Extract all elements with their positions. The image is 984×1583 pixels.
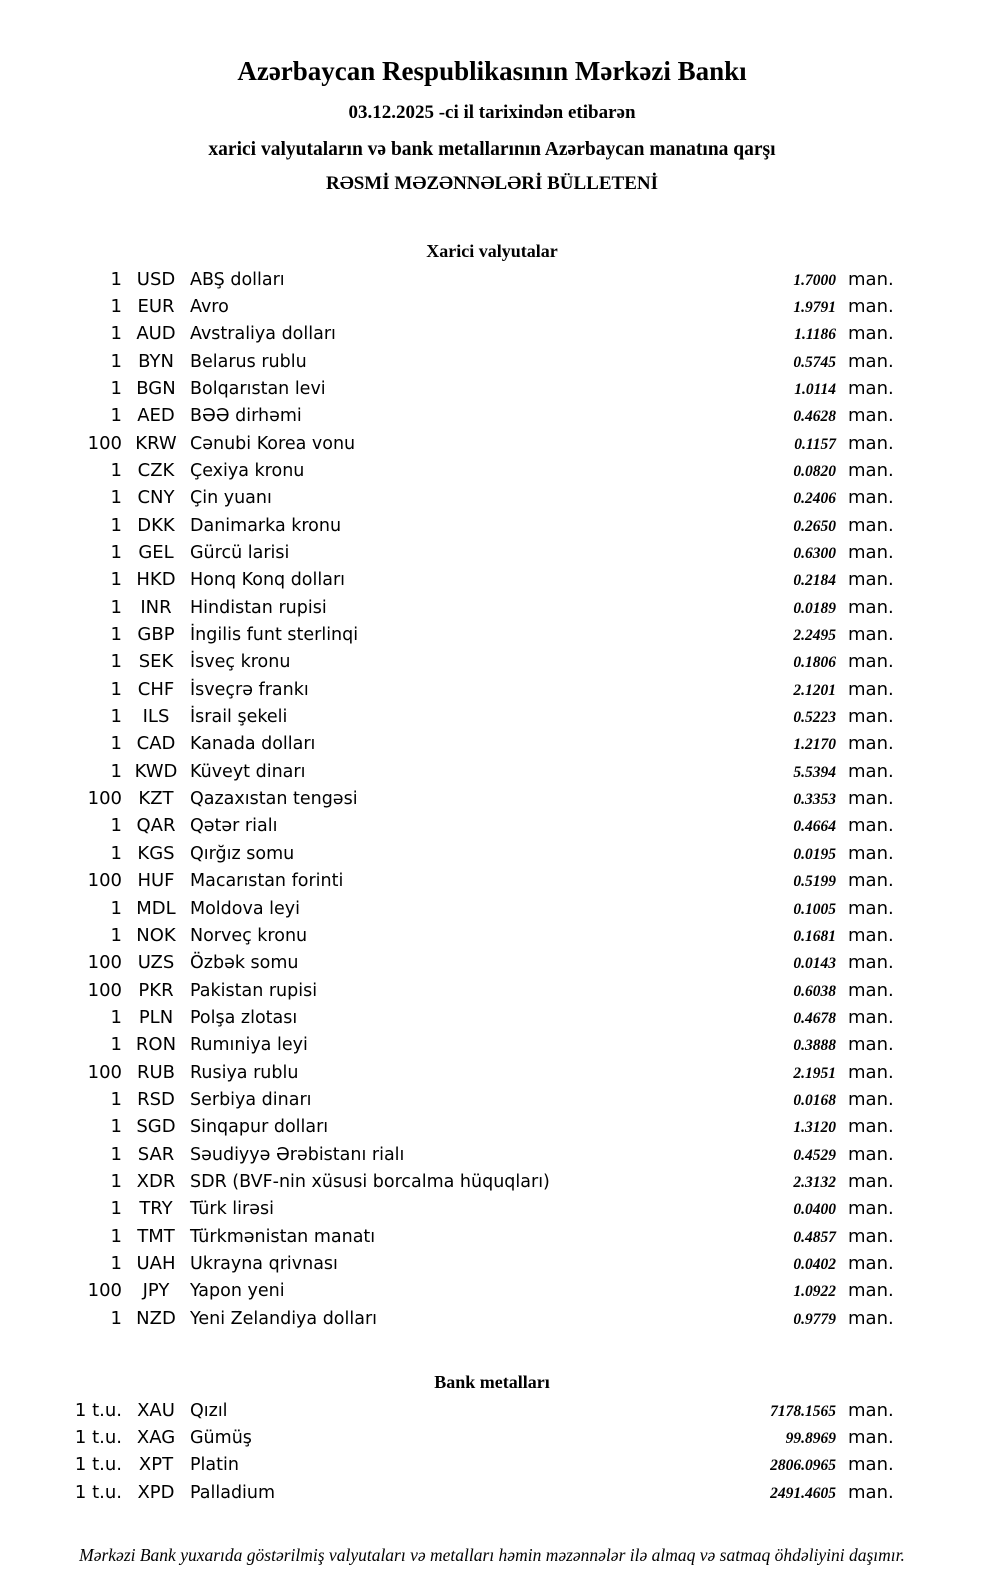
effective-date-line: 03.12.2025 -ci il tarixindən etibarən (348, 101, 636, 123)
currency-name-cell: SDR (BVF-nin xüsusi borcalma hüquqları) (190, 1171, 550, 1192)
rate-value-cell: 0.2650 (793, 517, 836, 535)
currency-code-cell: INR (140, 596, 172, 618)
quantity-cell: 1 (110, 760, 122, 782)
unit-label-cell: man. (848, 897, 894, 919)
unit-label-cell: man. (848, 1252, 894, 1274)
currency-code-cell: ILS (142, 706, 170, 728)
unit-label-cell: man. (848, 1198, 894, 1220)
rate-value-cell: 0.0820 (793, 463, 836, 480)
bank-metals-section (0, 1372, 984, 1509)
unit-label-cell: man. (848, 760, 894, 782)
currency-code-cell: AUD (136, 323, 176, 345)
rate-value-cell: 1.0922 (793, 1283, 836, 1301)
currency-name-cell: Qətər rialı (190, 816, 278, 837)
rate-row (0, 925, 984, 952)
currency-code-cell: UZS (137, 952, 175, 974)
currency-name-cell: Honq Konq dolları (190, 570, 346, 591)
bulletin-subtitle: xarici valyutaların və bank metallarının Azərbaycan manatına qarşı (208, 138, 776, 160)
currencies-section-title: Xarici valyutalar (426, 240, 558, 261)
unit-label-cell: man. (848, 432, 894, 454)
unit-label-cell: man. (848, 842, 894, 864)
rate-value-cell: 1.3120 (793, 1119, 836, 1137)
quantity-cell: 1 (110, 569, 122, 591)
currency-code-cell: JPY (142, 1280, 170, 1302)
currency-code-cell: CNY (137, 487, 175, 509)
rate-value-cell: 0.1681 (793, 927, 836, 945)
disclaimer-note: Mərkəzi Bank yuxarıda göstərilmiş valyutaları və metalları həmin məzənnələr ilə almaq və satmaq öhdəliyini daşımır. (79, 1545, 905, 1566)
unit-label-cell: man. (848, 1427, 894, 1449)
unit-label-cell: man. (848, 1116, 894, 1138)
rate-row (0, 1171, 984, 1198)
quantity-cell: 1 (110, 295, 122, 317)
rate-value-cell: 0.2184 (793, 572, 836, 590)
rate-value-cell: 0.3353 (793, 791, 836, 809)
currency-name-cell: Rumıniya leyi (190, 1035, 308, 1056)
currency-code-cell: RON (135, 1034, 177, 1056)
rate-row (0, 651, 984, 678)
metals-section-title: Bank metalları (434, 1372, 550, 1392)
unit-label-cell: man. (848, 323, 894, 345)
currency-name-cell: Qızıl (190, 1400, 228, 1421)
rate-row (0, 761, 984, 788)
rate-row (0, 269, 984, 296)
unit-label-cell: man. (848, 651, 894, 673)
rate-row (0, 1427, 984, 1454)
currency-code-cell: PLN (138, 1006, 174, 1028)
quantity-cell: 1 t.u. (74, 1481, 122, 1503)
rate-value-cell: 0.5745 (793, 353, 836, 371)
rate-value-cell: 0.6038 (793, 982, 836, 1000)
currency-code-cell: AED (137, 405, 175, 427)
rate-value-cell: 2.1951 (793, 1064, 836, 1082)
rate-row (0, 351, 984, 378)
quantity-cell: 1 (110, 350, 122, 372)
unit-label-cell: man. (848, 1225, 894, 1247)
currency-code-cell: EUR (137, 295, 175, 317)
quantity-cell: 1 (110, 514, 122, 536)
unit-label-cell: man. (848, 569, 894, 591)
quantity-cell: 1 (110, 542, 122, 564)
rate-value-cell: 1.2170 (793, 736, 836, 754)
rate-value-cell: 2.1201 (793, 681, 836, 699)
rate-row (0, 1253, 984, 1280)
quantity-cell: 1 (110, 596, 122, 618)
rate-row (0, 679, 984, 706)
currency-code-cell: XAU (137, 1399, 175, 1421)
rate-value-cell: 5.5394 (793, 763, 836, 781)
rate-row (0, 515, 984, 542)
currency-name-cell: Yeni Zelandiya dolları (190, 1308, 378, 1329)
rate-value-cell: 0.0195 (793, 845, 836, 863)
currency-name-cell: Ukrayna qrivnası (190, 1253, 338, 1274)
rate-value-cell: 0.6300 (793, 545, 836, 563)
rate-value-cell: 0.5223 (793, 709, 836, 727)
quantity-cell: 1 t.u. (74, 1454, 122, 1476)
quantity-cell: 1 (110, 624, 122, 646)
rate-row (0, 980, 984, 1007)
rate-value-cell: 7178.1565 (770, 1402, 836, 1420)
quantity-cell: 100 (87, 432, 122, 454)
currency-name-cell: Çin yuanı (190, 488, 272, 509)
currency-name-cell: Belarus rublu (190, 351, 307, 372)
rate-value-cell: 2.2495 (793, 627, 836, 645)
currency-code-cell: TMT (137, 1225, 175, 1247)
rate-row (0, 624, 984, 651)
rate-value-cell: 0.4857 (793, 1228, 836, 1246)
currency-code-cell: NOK (136, 924, 176, 946)
rate-value-cell: 0.4628 (793, 408, 836, 426)
rate-row (0, 323, 984, 350)
rate-value-cell: 0.0143 (793, 955, 836, 973)
currency-code-cell: CZK (137, 460, 175, 481)
quantity-cell: 100 (87, 1280, 122, 1302)
rate-row (0, 870, 984, 897)
rate-row (0, 405, 984, 432)
rate-row (0, 706, 984, 733)
currency-name-cell: Kanada dolları (190, 734, 316, 755)
unit-label-cell: man. (848, 924, 894, 946)
quantity-cell: 100 (87, 1061, 122, 1083)
unit-label-cell: man. (848, 350, 894, 372)
quantity-cell: 100 (87, 788, 122, 810)
currency-code-cell: QAR (136, 815, 176, 837)
unit-label-cell: man. (848, 542, 894, 564)
unit-label-cell: man. (848, 295, 894, 317)
currencies-rate-table (0, 269, 984, 1335)
quantity-cell: 1 t.u. (74, 1427, 122, 1449)
rate-value-cell: 0.1005 (793, 900, 836, 918)
unit-label-cell: man. (848, 1280, 894, 1302)
quantity-cell: 100 (87, 979, 122, 1001)
unit-label-cell: man. (848, 1170, 894, 1192)
currency-code-cell: CAD (136, 733, 176, 755)
currency-code-cell: GBP (137, 624, 175, 646)
currency-name-cell: Bolqarıstan levi (190, 378, 326, 399)
bulletin-header (0, 0, 984, 195)
unit-label-cell: man. (848, 1481, 894, 1503)
currency-name-cell: Danimarka kronu (190, 515, 342, 536)
unit-label-cell: man. (848, 1006, 894, 1028)
rate-row (0, 1198, 984, 1225)
quantity-cell: 1 (110, 405, 122, 427)
unit-label-cell: man. (848, 706, 894, 728)
currency-name-cell: Sinqapur dolları (190, 1117, 329, 1138)
unit-label-cell: man. (848, 624, 894, 646)
currency-code-cell: KRW (135, 432, 177, 454)
rate-row (0, 952, 984, 979)
unit-label-cell: man. (848, 733, 894, 755)
quantity-cell: 1 (110, 1225, 122, 1247)
rate-value-cell: 2.3132 (793, 1173, 836, 1191)
unit-label-cell: man. (848, 952, 894, 974)
currency-name-cell: Norveç kronu (190, 925, 308, 946)
rate-row (0, 843, 984, 870)
currency-code-cell: PKR (138, 979, 174, 1001)
quantity-cell: 1 (110, 678, 122, 700)
unit-label-cell: man. (848, 1143, 894, 1165)
rate-value-cell: 0.4529 (793, 1146, 836, 1164)
currency-name-cell: Rusiya rublu (190, 1062, 299, 1083)
currency-name-cell: Pakistan rupisi (190, 980, 318, 1001)
currency-name-cell: Platin (190, 1455, 239, 1476)
rate-row (0, 898, 984, 925)
rate-row (0, 1400, 984, 1427)
rate-row (0, 1226, 984, 1253)
quantity-cell: 1 (110, 268, 122, 290)
unit-label-cell: man. (848, 596, 894, 618)
rate-row (0, 569, 984, 596)
rate-row (0, 378, 984, 405)
currency-code-cell: MDL (136, 897, 176, 919)
currency-code-cell: BYN (138, 350, 174, 372)
rate-row (0, 1007, 984, 1034)
rate-value-cell: 0.3888 (793, 1037, 836, 1055)
rate-value-cell: 0.0189 (793, 599, 836, 617)
rate-value-cell: 0.4664 (793, 818, 836, 836)
unit-label-cell: man. (848, 405, 894, 427)
metals-rate-table (0, 1400, 984, 1509)
rate-value-cell: 0.0168 (793, 1091, 836, 1109)
quantity-cell: 1 (110, 1116, 122, 1138)
currency-name-cell: Gürcü larisi (190, 543, 290, 564)
currency-name-cell: Polşa zlotası (190, 1007, 298, 1028)
currency-name-cell: Palladium (190, 1482, 276, 1503)
rate-value-cell: 0.1157 (794, 435, 836, 453)
rate-row (0, 433, 984, 460)
currency-name-cell: Moldova leyi (190, 898, 300, 919)
quantity-cell: 1 (110, 1252, 122, 1274)
currency-name-cell: Cənubi Korea vonu (190, 433, 356, 454)
rate-row (0, 733, 984, 760)
currency-name-cell: Səudiyyə Ərəbistanı rialı (190, 1144, 405, 1165)
rate-row (0, 597, 984, 624)
currency-name-cell: Yapon yeni (190, 1281, 285, 1302)
currency-code-cell: SAR (137, 1143, 175, 1165)
rate-row (0, 1116, 984, 1143)
rate-row (0, 788, 984, 815)
currency-code-cell: USD (136, 268, 176, 290)
currency-name-cell: Qazaxıstan tengəsi (190, 789, 358, 810)
quantity-cell: 1 (110, 1088, 122, 1110)
currency-code-cell: KGS (137, 842, 175, 864)
rate-value-cell: 1.7000 (793, 271, 836, 289)
rate-row (0, 1482, 984, 1509)
currency-code-cell: SEK (138, 651, 174, 673)
rate-value-cell: 0.2406 (793, 490, 836, 508)
rate-value-cell: 2491.4605 (770, 1484, 836, 1502)
currency-name-cell: Özbək somu (190, 953, 299, 974)
currency-name-cell: Qırğız somu (190, 843, 295, 864)
currency-name-cell: Serbiya dinarı (190, 1089, 312, 1110)
quantity-cell: 1 (110, 1170, 122, 1192)
quantity-cell: 1 (110, 733, 122, 755)
unit-label-cell: man. (848, 815, 894, 837)
currency-code-cell: GEL (138, 542, 174, 564)
currency-name-cell: BƏƏ dirhəmi (190, 406, 302, 427)
bulletin-footer (0, 1545, 984, 1566)
quantity-cell: 1 (110, 897, 122, 919)
bulletin-title: RƏSMİ MƏZƏNNƏLƏRİ BÜLLETENİ (325, 173, 658, 195)
rate-row (0, 1144, 984, 1171)
foreign-currencies-section (0, 241, 984, 1335)
currency-name-cell: Türk lirəsi (190, 1199, 274, 1220)
currency-code-cell: SGD (136, 1116, 176, 1138)
quantity-cell: 1 (110, 1198, 122, 1220)
currency-name-cell: İngilis funt sterlinqi (190, 625, 359, 646)
currency-code-cell: XAG (136, 1427, 176, 1449)
quantity-cell: 1 (110, 1143, 122, 1165)
unit-label-cell: man. (848, 487, 894, 509)
rate-value-cell: 0.0402 (793, 1255, 836, 1273)
rate-value-cell: 0.9779 (793, 1310, 836, 1328)
rate-value-cell: 99.8969 (785, 1430, 836, 1448)
currency-code-cell: UAH (136, 1252, 176, 1274)
currency-name-cell: Çexiya kronu (190, 461, 305, 481)
rate-row (0, 1280, 984, 1307)
rate-value-cell: 0.1806 (793, 654, 836, 672)
unit-label-cell: man. (848, 268, 894, 290)
rate-row (0, 296, 984, 323)
currency-code-cell: XPD (137, 1481, 175, 1503)
rate-value-cell: 0.0400 (793, 1201, 836, 1219)
quantity-cell: 1 (110, 487, 122, 509)
rate-value-cell: 2806.0965 (770, 1457, 836, 1475)
rate-row (0, 460, 984, 487)
quantity-cell: 1 (110, 1034, 122, 1056)
quantity-cell: 1 (110, 706, 122, 728)
currency-name-cell: İsveçrə frankı (190, 679, 309, 700)
rate-value-cell: 1.1186 (794, 326, 836, 344)
unit-label-cell: man. (848, 1034, 894, 1056)
unit-label-cell: man. (848, 788, 894, 810)
rate-value-cell: 0.5199 (793, 873, 836, 891)
currency-code-cell: XPT (138, 1454, 174, 1476)
rate-row (0, 1454, 984, 1481)
rate-row (0, 487, 984, 514)
currency-name-cell: İsrail şekeli (190, 707, 288, 728)
currency-code-cell: RUB (136, 1061, 176, 1083)
currency-code-cell: KZT (138, 788, 174, 810)
quantity-cell: 1 (110, 460, 122, 481)
quantity-cell: 100 (87, 870, 122, 892)
bank-name-title: Azərbaycan Respublikasının Mərkəzi Bankı (237, 56, 747, 86)
currency-name-cell: ABŞ dolları (190, 269, 285, 290)
currency-code-cell: DKK (137, 514, 175, 536)
currency-code-cell: HUF (137, 870, 175, 892)
quantity-cell: 1 (110, 1307, 122, 1329)
unit-label-cell: man. (848, 1307, 894, 1329)
unit-label-cell: man. (848, 979, 894, 1001)
quantity-cell: 1 (110, 815, 122, 837)
unit-label-cell: man. (848, 870, 894, 892)
currency-name-cell: Küveyt dinarı (190, 761, 306, 782)
currency-name-cell: Hindistan rupisi (190, 597, 327, 618)
rate-value-cell: 0.4678 (793, 1009, 836, 1027)
currency-name-cell: Gümüş (190, 1428, 252, 1449)
rate-row (0, 542, 984, 569)
unit-label-cell: man. (848, 514, 894, 536)
currency-code-cell: TRY (139, 1198, 173, 1220)
quantity-cell: 100 (87, 952, 122, 974)
quantity-cell: 1 t.u. (74, 1399, 122, 1421)
currency-code-cell: XDR (136, 1170, 176, 1192)
quantity-cell: 1 (110, 924, 122, 946)
unit-label-cell: man. (848, 1399, 894, 1421)
unit-label-cell: man. (848, 678, 894, 700)
rate-row (0, 815, 984, 842)
currency-name-cell: İsveç kronu (190, 652, 291, 673)
rate-value-cell: 1.0114 (794, 380, 836, 398)
unit-label-cell: man. (848, 460, 894, 481)
quantity-cell: 1 (110, 1006, 122, 1028)
currency-code-cell: NZD (136, 1307, 176, 1329)
currency-code-cell: HKD (136, 569, 176, 591)
currency-code-cell: CHF (137, 678, 175, 700)
unit-label-cell: man. (848, 1088, 894, 1110)
currency-code-cell: KWD (134, 760, 178, 782)
unit-label-cell: man. (848, 377, 894, 399)
quantity-cell: 1 (110, 323, 122, 345)
quantity-cell: 1 (110, 377, 122, 399)
currency-name-cell: Macarıstan forinti (190, 871, 344, 892)
quantity-cell: 1 (110, 651, 122, 673)
rate-row (0, 1089, 984, 1116)
rate-row (0, 1034, 984, 1061)
currency-code-cell: BGN (136, 377, 176, 399)
currency-name-cell: Avstraliya dolları (190, 324, 336, 345)
currency-code-cell: RSD (137, 1088, 175, 1110)
currency-name-cell: Türkmənistan manatı (190, 1226, 376, 1247)
currency-name-cell: Avro (190, 296, 229, 317)
unit-label-cell: man. (848, 1454, 894, 1476)
rate-row (0, 1308, 984, 1335)
rate-row (0, 1062, 984, 1089)
quantity-cell: 1 (110, 842, 122, 864)
unit-label-cell: man. (848, 1061, 894, 1083)
rate-value-cell: 1.9791 (793, 298, 836, 316)
